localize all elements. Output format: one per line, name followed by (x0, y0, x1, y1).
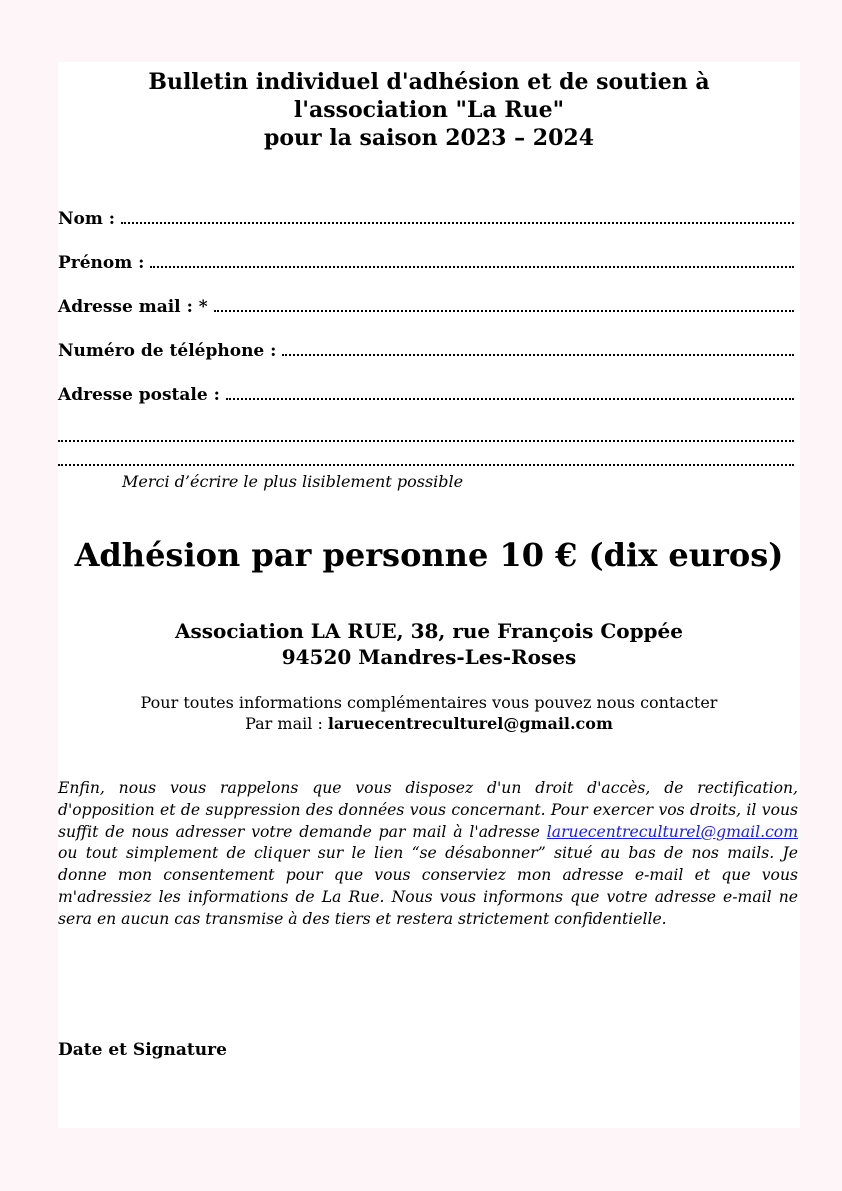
title-line-1: Bulletin individuel d'adhésion et de soutien à (148, 69, 710, 95)
signature-label: Date et Signature (58, 1040, 227, 1060)
form-page (58, 62, 800, 1128)
phone-dotted-line[interactable] (282, 340, 794, 356)
postal-address-dotted-line[interactable] (226, 384, 794, 400)
contact-intro: Pour toutes informations complémentaires vous pouvez nous contacter (140, 693, 718, 712)
nom-dotted-line[interactable] (121, 208, 794, 224)
membership-fee: Adhésion par personne 10 € (dix euros) (74, 536, 784, 574)
phone-label: Numéro de téléphone : (58, 341, 277, 361)
prenom-field[interactable] (58, 252, 794, 276)
prenom-label: Prénom : (58, 253, 145, 273)
postal-address-line-2[interactable] (58, 440, 794, 442)
privacy-email-link[interactable]: laruecentreculturel@gmail.com (546, 822, 798, 841)
privacy-notice-part-2: ou tout simplement de cliquer sur le lien “se désabonner” situé au bas de nos mails. Je donne mon consentement pour que vous conserviez mon adresse e-mail et que vous m'adressiez les informations de La Rue. Nous vous informons que votre adresse e-mail ne sera en aucun cas transmise à des tiers et restera strictement confidentielle. (58, 844, 798, 928)
postal-address-label: Adresse postale : (58, 385, 220, 405)
association-address (58, 618, 800, 670)
nom-label: Nom : (58, 209, 116, 229)
postal-address-field[interactable] (58, 384, 794, 408)
email-dotted-line[interactable] (214, 296, 794, 312)
legibility-note: Merci d’écrire le plus lisiblement possible (122, 472, 464, 491)
title-line-3: pour la saison 2023 – 2024 (263, 125, 595, 151)
contact-mail-prefix: Par mail : (245, 714, 328, 733)
privacy-notice-part-1: Enfin, nous vous rappelons que vous disposez d'un droit d'accès, de rectification, d'opposition et de suppression des données vous concernant. Pour exercer vos droits, il vous suffit de nous adresser votre demande par mail à l'adresse (58, 779, 798, 841)
association-address-line-2: 94520 Mandres-Les-Roses (281, 645, 577, 669)
email-label: Adresse mail : * (58, 297, 208, 317)
title-line-2: l'association "La Rue" (293, 97, 565, 123)
postal-address-line-3[interactable] (58, 464, 794, 466)
contact-info (58, 692, 800, 734)
page-title (58, 68, 800, 152)
contact-mail-line (58, 713, 800, 734)
email-field[interactable] (58, 296, 794, 320)
contact-email: laruecentreculturel@gmail.com (327, 714, 613, 733)
privacy-notice (58, 778, 798, 931)
phone-field[interactable] (58, 340, 794, 364)
prenom-dotted-line[interactable] (150, 252, 794, 268)
association-address-line-1: Association LA RUE, 38, rue François Coppée (175, 619, 683, 643)
nom-field[interactable] (58, 208, 794, 232)
